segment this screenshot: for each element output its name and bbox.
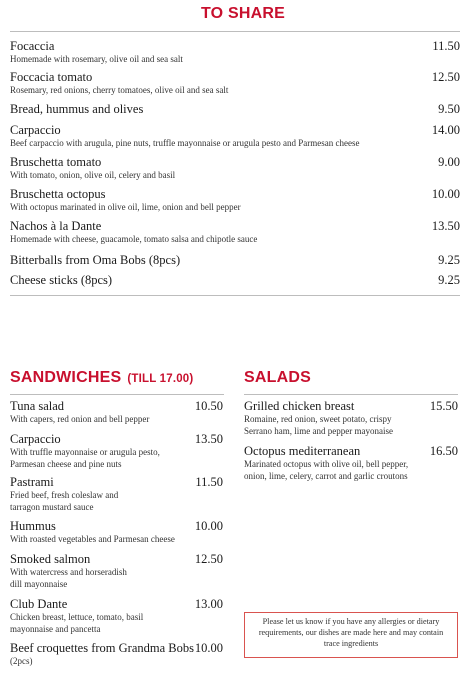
item-name: Carpaccio — [10, 123, 61, 137]
item-desc: Marinated octopus with olive oil, bell pepper, onion, lime, celery, carrot and garlic croutons — [244, 459, 409, 481]
item-name: Bruschetta tomato — [10, 155, 102, 169]
share-item — [10, 273, 460, 288]
item-desc: Rosemary, red onions, cherry tomatoes, olive oil and sea salt — [10, 85, 229, 95]
share-item — [10, 70, 460, 97]
share-item — [10, 39, 460, 66]
sandwich-item — [10, 519, 223, 546]
item-price: 13.50 — [431, 219, 460, 233]
item-price: 10.00 — [194, 519, 223, 533]
item-desc: With tomato, onion, olive oil, celery and basil — [10, 170, 176, 180]
salad-item — [244, 444, 458, 482]
sandwich-item — [10, 641, 223, 668]
sandwiches-divider — [10, 394, 224, 395]
item-price: 11.50 — [432, 39, 460, 53]
allergy-notice: Please let us know if you have any allergies or dietary requirements, our dishes are made here and may contain trace ingredients — [244, 612, 458, 658]
item-desc: Homemade with rosemary, olive oil and sea salt — [10, 54, 183, 64]
item-price: 13.50 — [194, 432, 223, 446]
item-desc: Fried beef, fresh coleslaw and tarragon mustard sauce — [10, 490, 119, 512]
item-name: Focaccia — [10, 39, 55, 53]
sandwiches-title-text: SANDWICHES — [10, 369, 122, 386]
item-price: 16.50 — [429, 444, 458, 458]
item-price: 9.25 — [438, 253, 460, 267]
sandwich-item — [10, 475, 223, 513]
item-name: Foccacia tomato — [10, 70, 93, 84]
item-name: Beef croquettes from Grandma Bobs — [10, 641, 194, 655]
item-name: Tuna salad — [10, 399, 65, 413]
item-name: Club Dante — [10, 597, 68, 611]
item-name: Smoked salmon — [10, 552, 91, 566]
salads-title: SALADS — [244, 369, 311, 386]
item-price: 15.50 — [429, 399, 458, 413]
item-desc: (2pcs) — [10, 656, 33, 666]
share-item — [10, 187, 460, 214]
item-name: Bruschetta octopus — [10, 187, 106, 201]
salad-item — [244, 399, 458, 437]
to-share-title: TO SHARE — [201, 5, 285, 22]
item-price: 12.50 — [431, 70, 460, 84]
salads-divider — [244, 394, 458, 395]
share-item — [10, 155, 460, 182]
item-price: 12.50 — [194, 552, 223, 566]
item-name: Octopus mediterranean — [244, 444, 361, 458]
item-desc: Chicken breast, lettuce, tomato, basil mayonnaise and pancetta — [10, 612, 144, 634]
item-price: 11.50 — [195, 475, 223, 489]
item-price: 13.00 — [194, 597, 223, 611]
share-item — [10, 123, 460, 150]
item-price: 9.25 — [438, 273, 460, 287]
sandwich-item — [10, 597, 223, 635]
item-price: 14.00 — [431, 123, 460, 137]
share-item — [10, 102, 460, 117]
item-name: Nachos à la Dante — [10, 219, 102, 233]
item-desc: With truffle mayonnaise or arugula pesto, Parmesan cheese and pine nuts — [10, 447, 160, 469]
item-desc: Romaine, red onion, sweet potato, crispy Serrano ham, lime and pepper mayonaise — [244, 414, 393, 436]
item-price: 9.50 — [438, 102, 460, 116]
sandwich-item — [10, 432, 223, 470]
item-desc: Beef carpaccio with arugula, pine nuts, truffle mayonnaise or arugula pesto and Parmesan cheese — [10, 138, 360, 148]
item-name: Bitterballs from Oma Bobs (8pcs) — [10, 253, 181, 267]
sandwich-item — [10, 399, 223, 426]
item-name: Bread, hummus and olives — [10, 102, 144, 116]
to-share-bottom-divider — [10, 295, 460, 296]
item-name: Pastrami — [10, 475, 54, 489]
share-item — [10, 219, 460, 246]
item-desc: With watercress and horseradish dill mayonnaise — [10, 567, 127, 589]
sandwich-item — [10, 552, 223, 590]
item-desc: Homemade with cheese, guacamole, tomato salsa and chipotle sauce — [10, 234, 258, 244]
sandwiches-subtitle: (TILL 17.00) — [127, 373, 194, 385]
item-desc: With roasted vegetables and Parmesan cheese — [10, 534, 175, 544]
item-price: 10.50 — [194, 399, 223, 413]
item-name: Grilled chicken breast — [244, 399, 355, 413]
item-name: Carpaccio — [10, 432, 61, 446]
share-item — [10, 253, 460, 268]
item-name: Hummus — [10, 519, 56, 533]
sandwiches-title — [10, 369, 193, 387]
item-price: 10.00 — [194, 641, 223, 655]
item-price: 9.00 — [438, 155, 460, 169]
item-name: Cheese sticks (8pcs) — [10, 273, 113, 287]
item-desc: With capers, red onion and bell pepper — [10, 414, 150, 424]
to-share-divider — [10, 31, 460, 32]
item-desc: With octopus marinated in olive oil, lime, onion and bell pepper — [10, 202, 241, 212]
item-price: 10.00 — [431, 187, 460, 201]
